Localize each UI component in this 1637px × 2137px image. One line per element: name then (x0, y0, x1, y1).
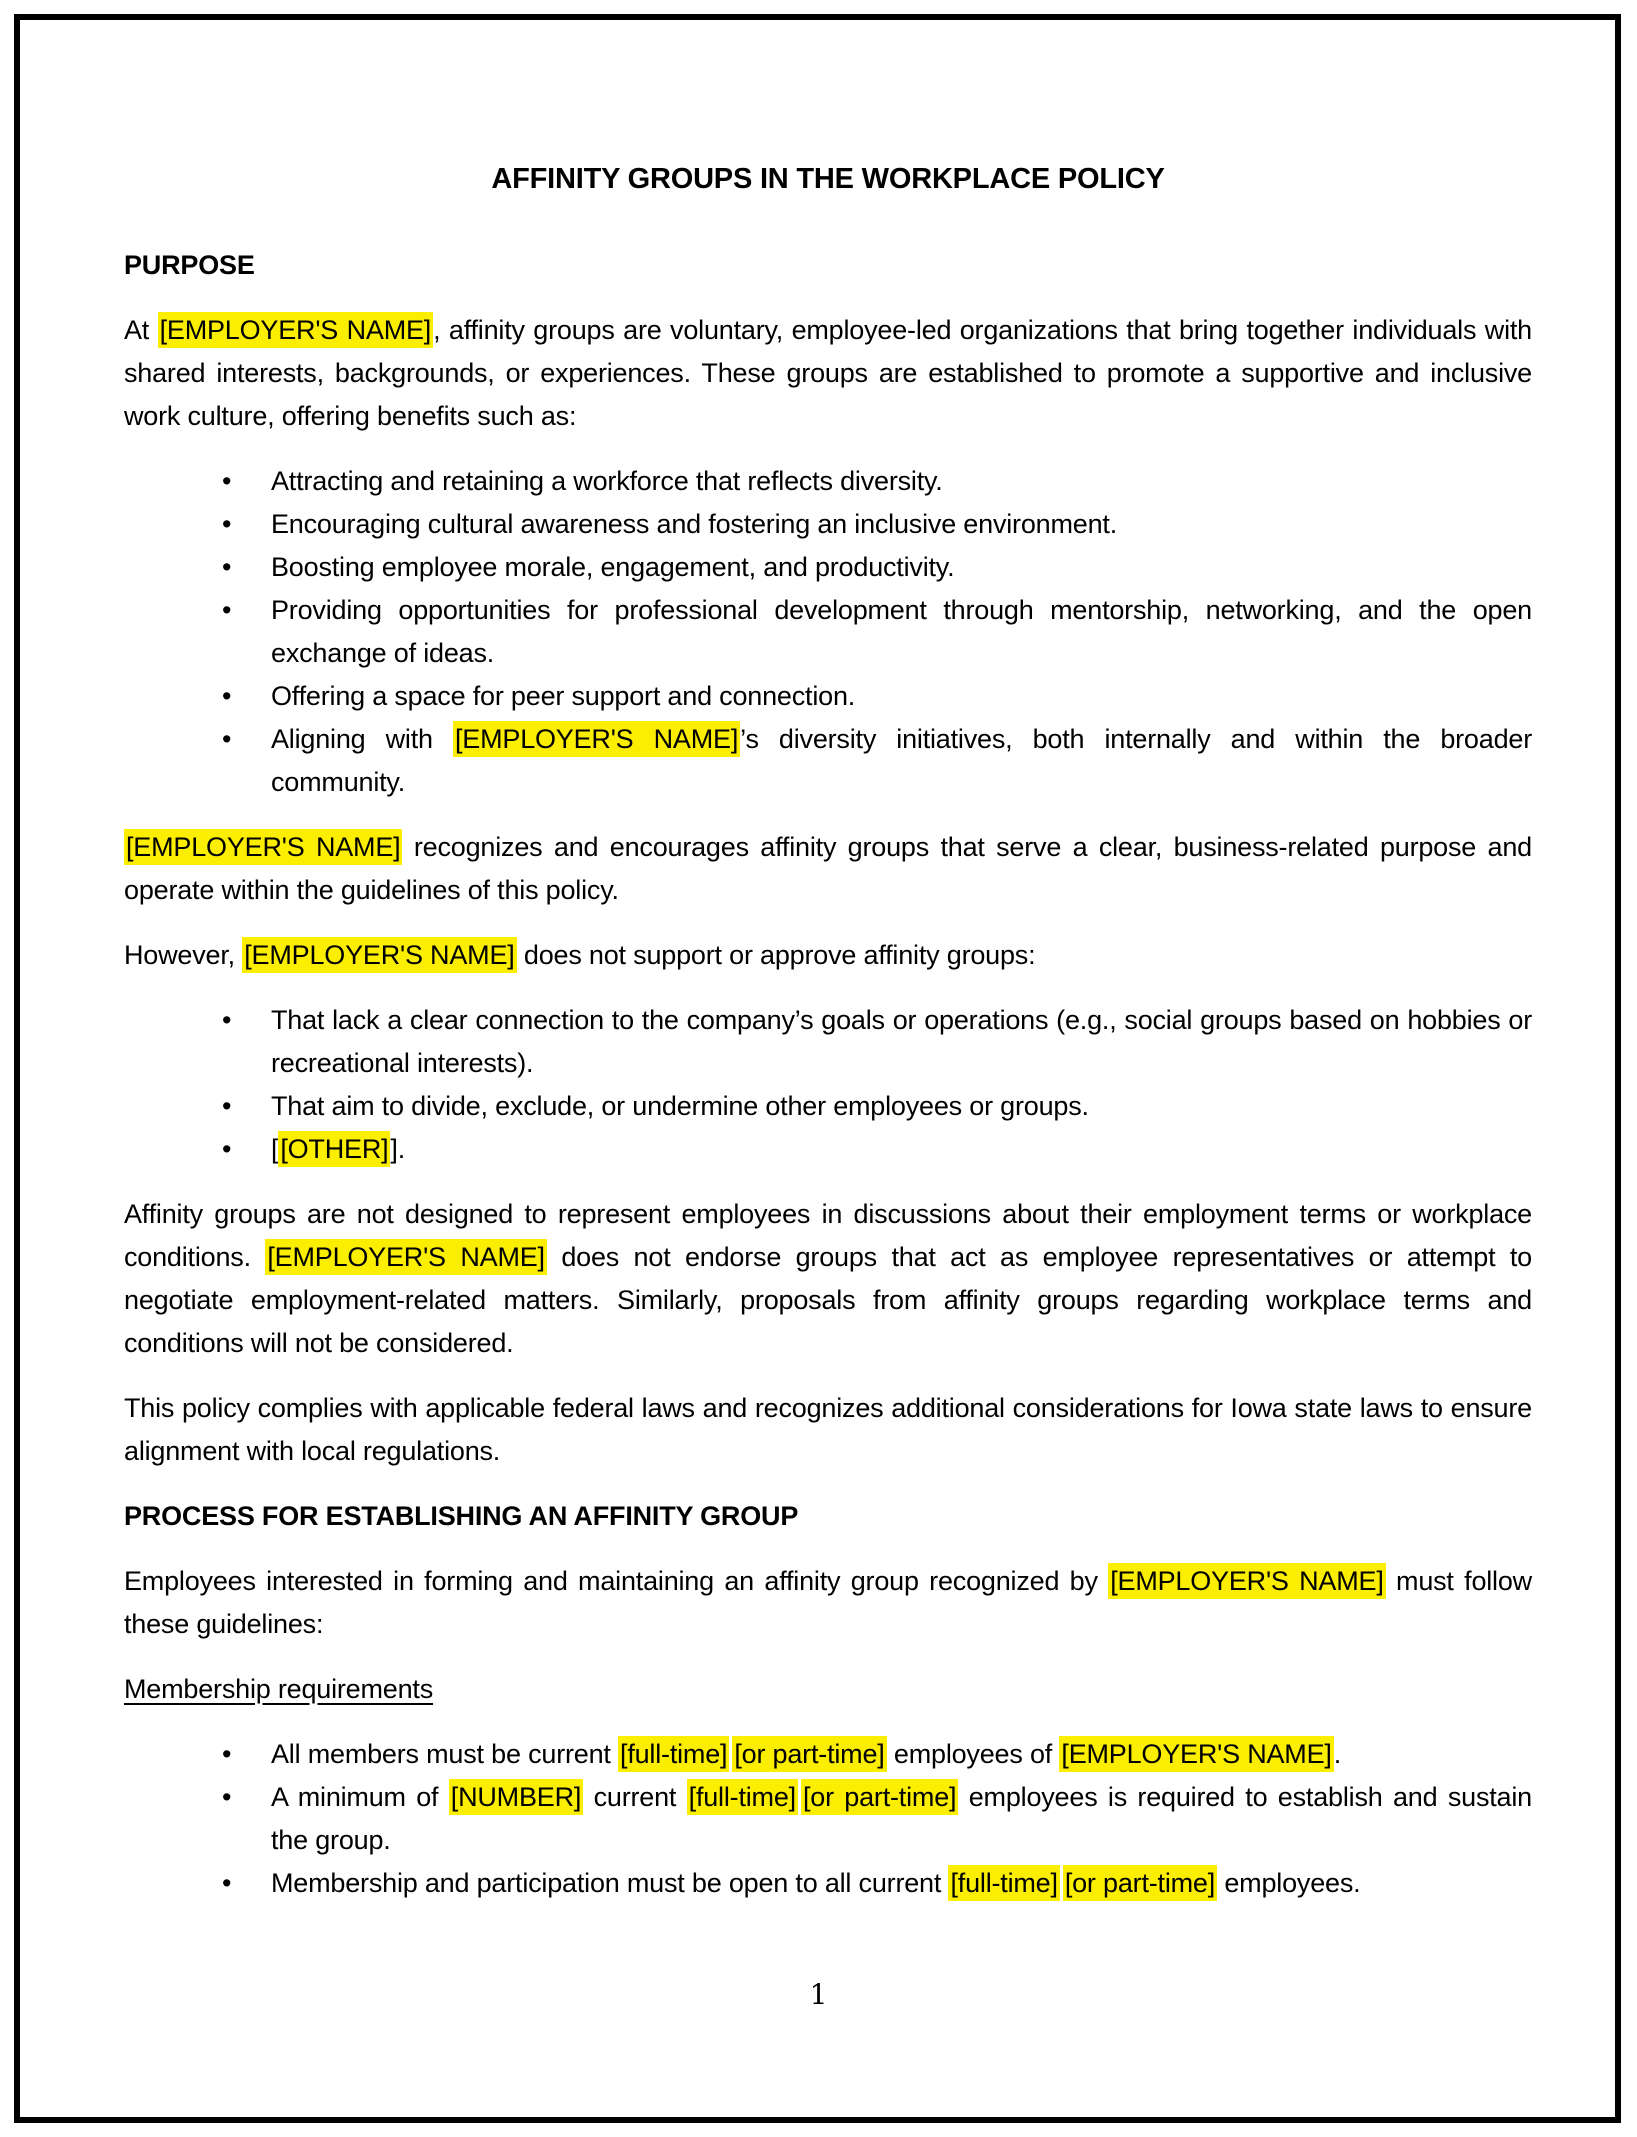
text-run: AFFINITY GROUPS IN THE WORKPLACE POLICY (491, 163, 1165, 195)
list-item (124, 589, 1532, 675)
text-run: Providing opportunities for professional development through mentorship, networking, and the open exchange of ideas. (271, 595, 1532, 668)
bullet-icon: • (222, 1739, 232, 1769)
list-item (124, 675, 1532, 718)
text-run: , affinity groups are voluntary, employee-led organizations that bring together individuals with shared interests, backgrounds, or experiences. These groups are established to promote a supportive and inclusive work culture, offering benefits such as: (124, 315, 1532, 431)
text-run: does not endorse groups that act as employee representatives or attempt to negotiate employment-related matters. Similarly, proposals from affinity groups regarding workplace terms and conditions will not be considered. (124, 1242, 1532, 1358)
bullet-icon: • (222, 466, 232, 496)
paragraph (124, 309, 1532, 438)
list-item (124, 1862, 1532, 1905)
text-run: All members must be current (271, 1739, 619, 1769)
bullet-icon: • (222, 1868, 232, 1898)
text-run: Aligning with (271, 724, 453, 754)
paragraph (124, 1560, 1532, 1646)
section-heading (124, 244, 1532, 287)
list-item (124, 460, 1532, 503)
paragraph (124, 1193, 1532, 1365)
bullet-icon: • (222, 552, 232, 582)
bullet-list (124, 1733, 1532, 1905)
list-item (124, 546, 1532, 589)
sub-heading (124, 1668, 1532, 1711)
text-run: Encouraging cultural awareness and fostering an inclusive environment. (271, 509, 1117, 539)
text-run: Employees interested in forming and maintaining an affinity group recognized by (124, 1566, 1109, 1596)
list-item (124, 1128, 1532, 1171)
text-run: does not support or approve affinity groups: (516, 940, 1036, 970)
placeholder-highlight: [EMPLOYER'S NAME] (158, 312, 434, 348)
text-run: Attracting and retaining a workforce that reflects diversity. (271, 466, 943, 496)
text-run: This policy complies with applicable federal laws and recognizes additional considerations for Iowa state laws to ensure alignment with local regulations. (124, 1393, 1532, 1466)
bullet-icon: • (222, 1134, 232, 1164)
text-run: That aim to divide, exclude, or undermine other employees or groups. (271, 1091, 1089, 1121)
bullet-list (124, 460, 1532, 804)
text-run: Membership requirements (124, 1674, 434, 1704)
placeholder-highlight: [EMPLOYER'S NAME] (124, 829, 402, 865)
bullet-icon: • (222, 1782, 232, 1812)
bullet-icon: • (222, 724, 232, 754)
placeholder-highlight: [or part-time] (1063, 1865, 1217, 1901)
text-run: However, (124, 940, 243, 970)
placeholder-highlight: [or part-time] (732, 1736, 886, 1772)
placeholder-highlight: [EMPLOYER'S NAME] (265, 1239, 547, 1275)
bullet-icon: • (222, 509, 232, 539)
bullet-icon: • (222, 1091, 232, 1121)
list-item (124, 999, 1532, 1085)
list-item (124, 503, 1532, 546)
text-run: employees. (1217, 1868, 1361, 1898)
text-run: current (583, 1782, 687, 1812)
placeholder-highlight: [OTHER] (278, 1131, 390, 1167)
placeholder-highlight: [EMPLOYER'S NAME] (1059, 1736, 1333, 1772)
text-run: A minimum of (271, 1782, 449, 1812)
list-item (124, 1733, 1532, 1776)
text-run: Membership and participation must be open to all current (271, 1868, 949, 1898)
document-body (124, 158, 1532, 1927)
text-run: ’s diversity initiatives, both internally and within the broader community. (271, 724, 1532, 797)
text-run: . (1333, 1739, 1342, 1769)
text-run: Boosting employee morale, engagement, and productivity. (271, 552, 955, 582)
text-run: recognizes and encourages affinity groups that serve a clear, business-related purpose and operate within the guidelines of this policy. (124, 832, 1532, 905)
text-run: PROCESS FOR ESTABLISHING AN AFFINITY GROUP (124, 1501, 799, 1531)
list-item (124, 718, 1532, 804)
text-run: That lack a clear connection to the company’s goals or operations (e.g., social groups based on hobbies or recreational interests). (271, 1005, 1532, 1078)
page-number: 1 (809, 1978, 828, 2011)
text-run: must follow these guidelines: (124, 1566, 1532, 1639)
section-heading (124, 1495, 1532, 1538)
text-run: At (124, 315, 158, 345)
placeholder-highlight: [full-time] (687, 1779, 798, 1815)
text-run: Offering a space for peer support and connection. (271, 681, 856, 711)
placeholder-highlight: [full-time] (948, 1865, 1059, 1901)
text-run: employees of (886, 1739, 1060, 1769)
placeholder-highlight: [full-time] (618, 1736, 729, 1772)
paragraph (124, 826, 1532, 912)
document-title (124, 158, 1532, 201)
paragraph (124, 934, 1532, 977)
paragraph (124, 1387, 1532, 1473)
text-run: Affinity groups are not designed to represent employees in discussions about their employment terms or workplace conditions. (124, 1199, 1532, 1272)
list-item (124, 1085, 1532, 1128)
list-item (124, 1776, 1532, 1862)
bullet-icon: • (222, 1005, 232, 1035)
placeholder-highlight: [or part-time] (801, 1779, 958, 1815)
text-run: employees is required to establish and sustain the group. (271, 1782, 1532, 1855)
bullet-icon: • (222, 595, 232, 625)
text-run: ]. (390, 1134, 406, 1164)
placeholder-highlight: [NUMBER] (449, 1779, 583, 1815)
placeholder-highlight: [EMPLOYER'S NAME] (242, 937, 516, 973)
bullet-icon: • (222, 681, 232, 711)
text-run: [ (271, 1134, 279, 1164)
bullet-list (124, 999, 1532, 1171)
text-run: PURPOSE (124, 250, 255, 280)
placeholder-highlight: [EMPLOYER'S NAME] (453, 721, 740, 757)
placeholder-highlight: [EMPLOYER'S NAME] (1108, 1563, 1385, 1599)
